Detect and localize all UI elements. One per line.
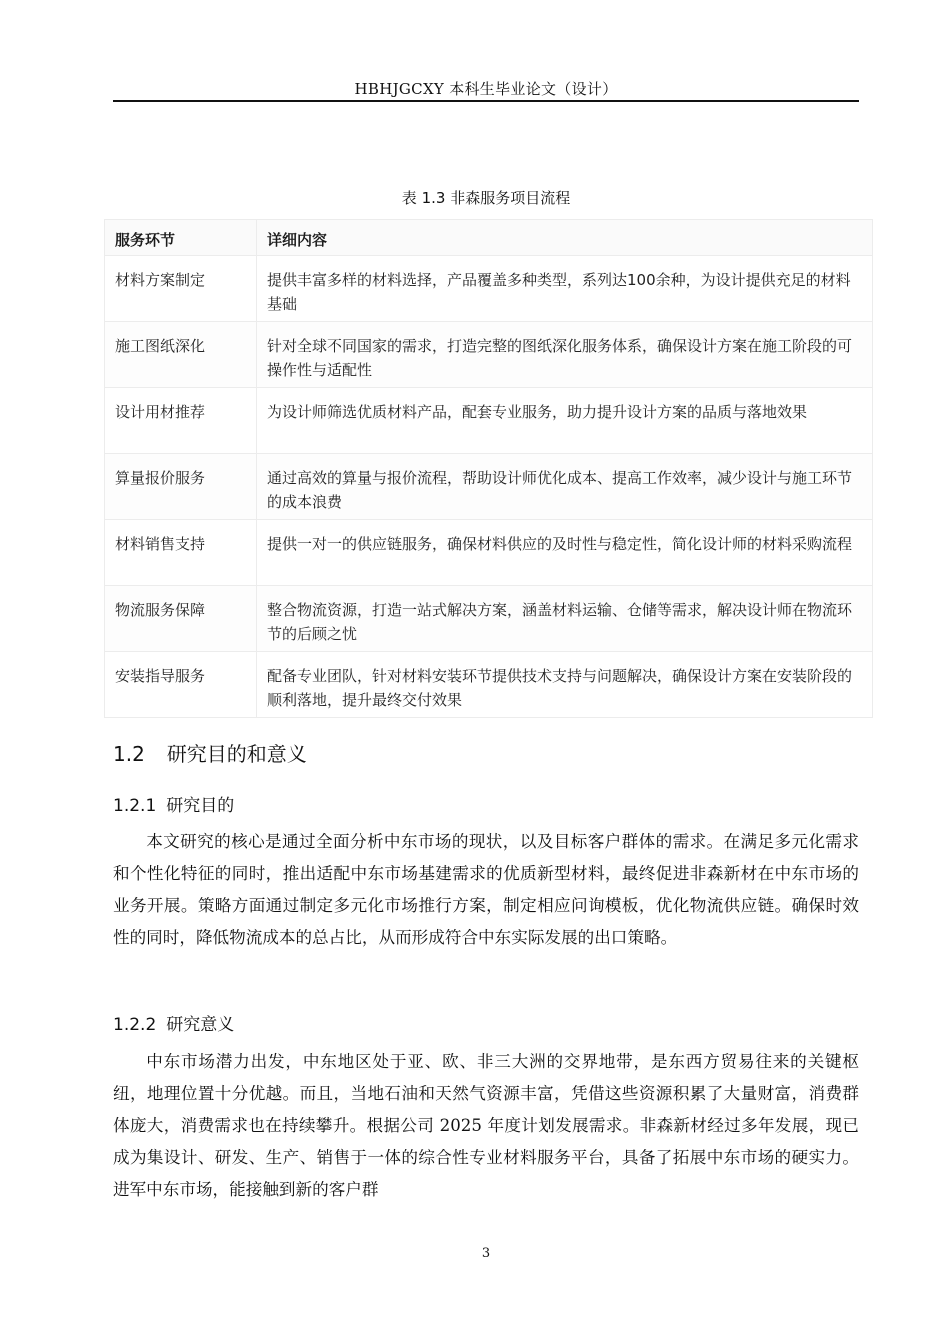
cell-detail: 提供丰富多样的材料选择，产品覆盖多种类型，系列达100余种，为设计提供充足的材料基础 [257, 256, 873, 322]
section-number: 1.2.2 [113, 1015, 157, 1035]
cell-stage: 算量报价服务 [105, 454, 257, 520]
section-number: 1.2.1 [113, 796, 157, 816]
cell-detail: 为设计师筛选优质材料产品，配套专业服务，助力提升设计方案的品质与落地效果 [257, 388, 873, 454]
cell-detail: 提供一对一的供应链服务，确保材料供应的及时性与稳定性，简化设计师的材料采购流程 [257, 520, 873, 586]
section-number: 1.2 [113, 742, 145, 766]
paragraph-research-purpose: 本文研究的核心是通过全面分析中东市场的现状，以及目标客户群体的需求。在满足多元化需求和个性化特征的同时，推出适配中东市场基建需求的优质新型材料，最终促进非森新材在中东市场的业务开展。策略方面通过制定多元化市场推行方案，制定相应问询模板，优化物流供应链。确保时效性的同时，降低物流成本的总占比，从而形成符合中东实际发展的出口策略。 [113, 832, 859, 947]
section-title: 研究目的和意义 [166, 742, 307, 766]
page-number: 3 [481, 1246, 491, 1261]
cell-detail: 针对全球不同国家的需求，打造完整的图纸深化服务体系，确保设计方案在施工阶段的可操作性与适配性 [257, 322, 873, 388]
column-header-stage: 服务环节 [105, 220, 257, 256]
cell-detail: 通过高效的算量与报价流程，帮助设计师优化成本、提高工作效率，减少设计与施工环节的成本浪费 [257, 454, 873, 520]
cell-stage: 物流服务保障 [105, 586, 257, 652]
section-heading-1-2-1 [113, 791, 234, 816]
table-row [105, 454, 873, 520]
cell-stage: 施工图纸深化 [105, 322, 257, 388]
paragraph-research-significance: 中东市场潜力出发，中东地区处于亚、欧、非三大洲的交界地带，是东西方贸易往来的关键枢纽，地理位置十分优越。而且，当地石油和天然气资源丰富，凭借这些资源积累了大量财富，消费群体庞大，消费需求也在持续攀升。根据公司 2025 年度计划发展需求。非森新材经过多年发展，现已成为集设计、研发、生产、销售于一体的综合性专业材料服务平台，具备了拓展中东市场的硬实力。进军中东市场，能接触到新的客户群 [113, 1052, 859, 1199]
cell-stage: 材料销售支持 [105, 520, 257, 586]
table-row [105, 520, 873, 586]
table-header-row [105, 220, 873, 256]
table-row [105, 586, 873, 652]
service-table-container [104, 219, 873, 721]
table-row [105, 322, 873, 388]
table-row [105, 256, 873, 322]
cell-stage: 设计用材推荐 [105, 388, 257, 454]
table-row [105, 652, 873, 718]
header-rule [113, 100, 859, 102]
cell-stage: 材料方案制定 [105, 256, 257, 322]
table-caption: 表 1.3 非森服务项目流程 [401, 189, 571, 207]
cell-detail: 整合物流资源，打造一站式解决方案，涵盖材料运输、仓储等需求，解决设计师在物流环节的后顾之忧 [257, 586, 873, 652]
cell-detail: 配备专业团队，针对材料安装环节提供技术支持与问题解决，确保设计方案在安装阶段的顺利落地，提升最终交付效果 [257, 652, 873, 718]
section-heading-1-2 [113, 738, 307, 767]
section-title: 研究意义 [166, 1015, 235, 1035]
section-heading-1-2-2 [113, 1010, 234, 1035]
page-header: HBHJGCXY 本科生毕业论文（设计） [354, 80, 618, 98]
service-process-table [104, 219, 873, 718]
section-title: 研究目的 [166, 796, 235, 816]
cell-stage: 安装指导服务 [105, 652, 257, 718]
table-row [105, 388, 873, 454]
column-header-detail: 详细内容 [257, 220, 873, 256]
